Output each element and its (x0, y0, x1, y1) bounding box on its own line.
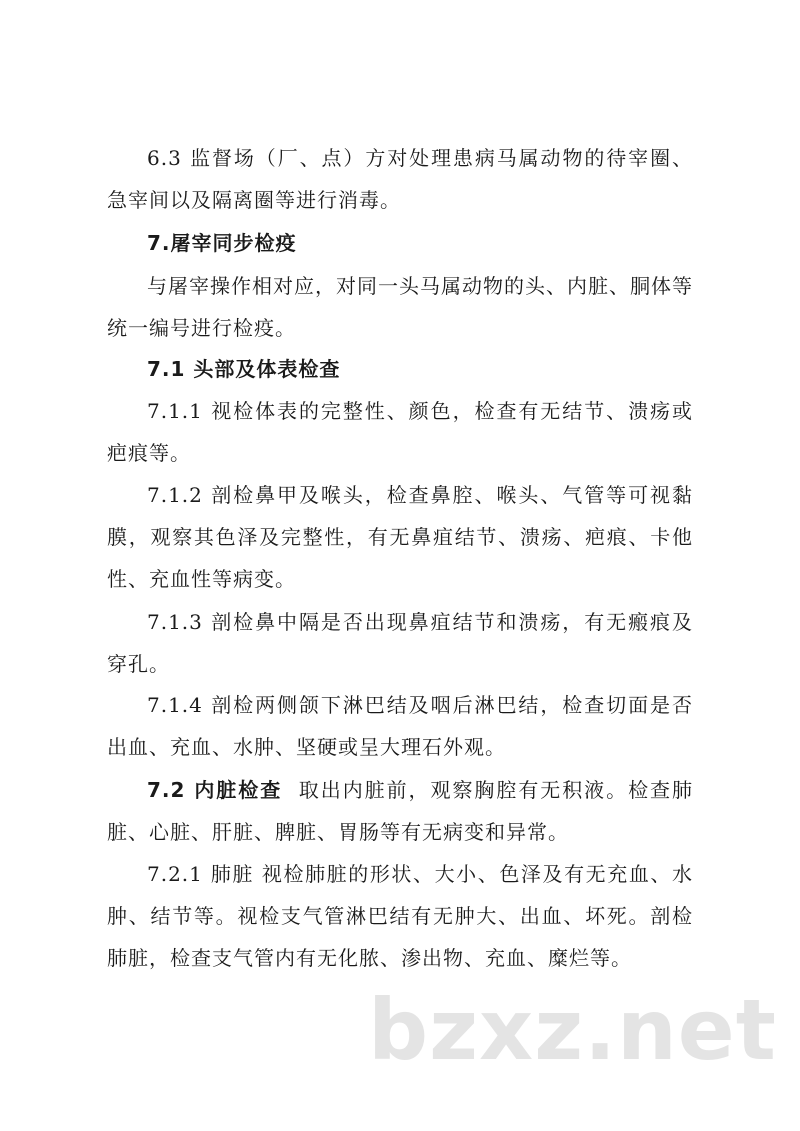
watermark: bzxz.net (368, 981, 777, 1079)
heading-7-2: 7.2 内脏检查 (147, 778, 283, 802)
paragraph-7-2 (107, 769, 693, 853)
paragraph-6-3: 6.3 监督场（厂、点）方对处理患病马属动物的待宰圈、急宰间以及隔离圈等进行消毒。 (107, 146, 693, 212)
paragraph-7-2-body: 取出内脏前，观察胸腔有无积液。检查肺脏、心脏、肝脏、脾脏、胃肠等有无病变和异常。 (107, 778, 693, 844)
paragraph-7-2-1: 7.2.1 肺脏 视检肺脏的形状、大小、色泽及有无充血、水肿、结节等。视检支气管淋巴结有无肿大、出血、坏死。剖检肺脏，检查支气管内有无化脓、渗出物、充血、糜烂等。 (107, 862, 693, 970)
heading-7: 7.屠宰同步检疫 (147, 231, 297, 255)
paragraph-7-1-2: 7.1.2 剖检鼻甲及喉头，检查鼻腔、喉头、气管等可视黏膜，观察其色泽及完整性，有无鼻疽结节、溃疡、疤痕、卡他性、充血性等病变。 (107, 483, 693, 591)
paragraph-7-1-1: 7.1.1 视检体表的完整性、颜色，检查有无结节、溃疡或疤痕等。 (107, 399, 693, 465)
heading-7-1: 7.1 头部及体表检查 (147, 357, 341, 381)
paragraph-7-1-3: 7.1.3 剖检鼻中隔是否出现鼻疽结节和溃疡，有无瘢痕及穿孔。 (107, 610, 693, 676)
paragraph-7-1-4: 7.1.4 剖检两侧颌下淋巴结及咽后淋巴结，检查切面是否出血、充血、水肿、坚硬或呈大理石外观。 (107, 693, 693, 759)
paragraph-7: 与屠宰操作相对应，对同一头马属动物的头、内脏、胴体等统一编号进行检疫。 (107, 274, 693, 340)
